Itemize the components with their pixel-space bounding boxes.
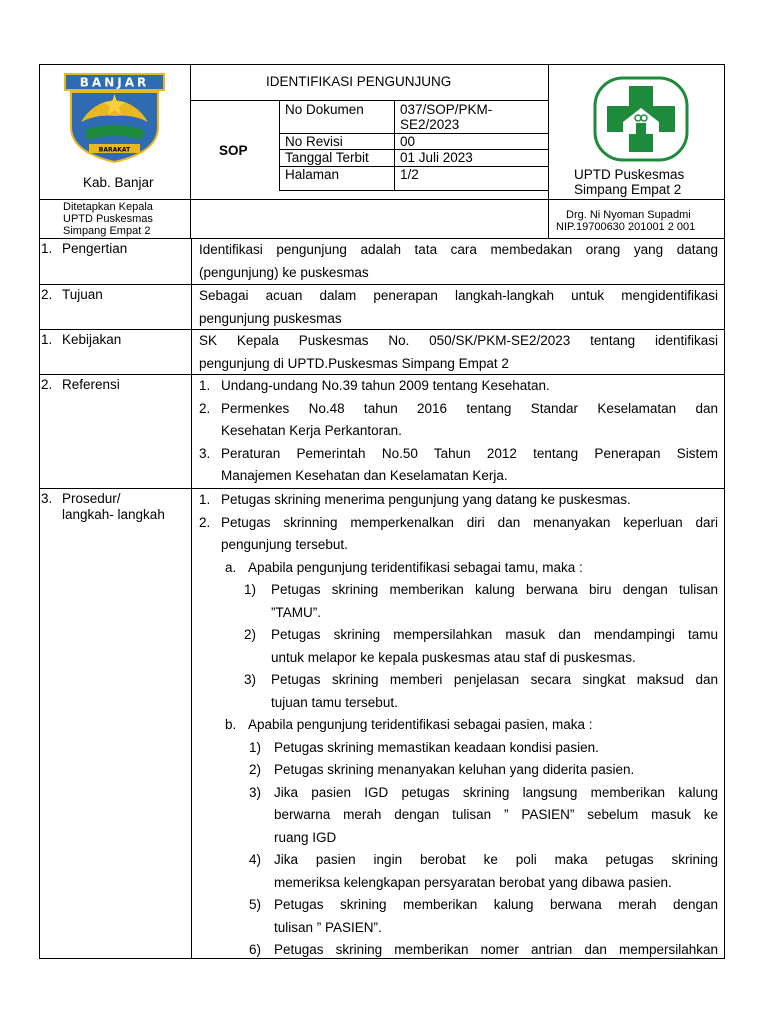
sub-list-item: a. Apabila pengunjung teridentifikasi sebagai tamu, maka :	[225, 559, 583, 575]
approval-text: Simpang Empat 2	[63, 225, 151, 237]
org-name: UPTD Puskesmas	[574, 167, 685, 182]
document-title: IDENTIFIKASI PENGUNJUNG	[266, 74, 452, 89]
nested-list-item: 1) Petugas skrining memberikan kalung berwana biru dengan tulisan ”TAMU”.	[244, 582, 718, 620]
nested-list-item: 1) Petugas skrining memastikan keadaan kondisi pasien.	[249, 739, 599, 755]
paragraph-line: pengunjung puskesmas	[199, 310, 342, 326]
section-label: Referensi	[62, 377, 120, 392]
field-value: 01 Juli 2023	[400, 150, 473, 165]
section-number: 2.	[41, 287, 53, 302]
section-prosedur	[39, 488, 725, 959]
document-header	[39, 64, 725, 238]
field-label: Halaman	[285, 167, 340, 182]
section-label: Tujuan	[62, 287, 103, 302]
section-number: 3.	[41, 491, 53, 506]
paragraph-line: SK Kepala Puskesmas No. 050/SK/PKM-SE2/2023 tentang identifikasi	[199, 333, 718, 348]
signer-name: Drg. Ni Nyoman Supadmi	[566, 209, 691, 221]
nested-list-item: 4) Jika pasien ingin berobat ke poli maka petugas skrining memeriksa kelengkapan persyaratan berobat yang dibawa pasien.	[249, 852, 718, 890]
section-label: Prosedur/ langkah- langkah	[62, 491, 165, 522]
approval-text: Ditetapkan Kepala	[63, 201, 153, 213]
section-tujuan	[39, 284, 725, 329]
field-value: SE2/2023	[400, 117, 460, 132]
section-pengertian	[39, 238, 725, 284]
list-item: 3. Peraturan Pemerintah No.50 Tahun 2012 tentang Penerapan Sistem Manajemen Kesehatan dan Keselamatan Kerja.	[199, 445, 718, 483]
nested-list-item: 3) Petugas skrining memberi penjelasan secara singkat maksud dan tujuan tamu tersebut.	[244, 672, 718, 710]
region-name: Kab. Banjar	[83, 175, 154, 190]
svg-text:BANJAR: BANJAR	[79, 75, 150, 90]
field-value: 00	[400, 134, 416, 149]
paragraph-line: Sebagai acuan dalam penerapan langkah-langkah untuk mengidentifikasi	[199, 288, 718, 303]
sop-document	[39, 64, 725, 958]
paragraph-line: (pengunjung) ke puskesmas	[199, 264, 369, 280]
section-number: 2.	[41, 377, 53, 392]
approval-text: UPTD Puskesmas	[63, 213, 153, 225]
field-value: 1/2	[400, 167, 419, 182]
nested-list-item: 6) Petugas skrining memberikan nomer antrian dan mempersilahkan	[249, 942, 718, 957]
nested-list-item: 5) Petugas skrining memberikan kalung berwana merah dengan tulisan ” PASIEN”.	[249, 897, 718, 935]
puskesmas-logo-icon	[593, 76, 689, 162]
list-item: 2. Petugas skrinning memperkenalkan diri dan menanyakan keperluan dari pengunjung tersebut.	[199, 514, 718, 552]
field-label: Tanggal Terbit	[285, 150, 369, 165]
list-item: 1. Undang-undang No.39 tahun 2009 tentang Kesehatan.	[199, 378, 550, 393]
field-value: 037/SOP/PKM-	[400, 102, 493, 117]
sub-list-item: b. Apabila pengunjung teridentifikasi sebagai pasien, maka :	[225, 717, 593, 732]
svg-text:BARAKAT: BARAKAT	[98, 146, 131, 154]
field-label: No Revisi	[285, 134, 343, 149]
section-label: Pengertian	[62, 241, 128, 256]
nested-list-item: 3) Jika pasien IGD petugas skrining langsung memberikan kalung berwarna merah dengan tulisan ” PASIEN” sebelum masuk ke ruang IGD	[249, 784, 718, 845]
list-item: 2. Permenkes No.48 tahun 2016 tentang Standar Keselamatan dan Kesehatan Kerja Perkantoran.	[199, 400, 718, 438]
section-referensi	[39, 374, 725, 488]
nested-list-item: 2) Petugas skrining mempersilahkan masuk dan mendampingi tamu untuk melapor ke kepala puskesmas atau staf di puskesmas.	[244, 627, 718, 665]
banjar-regency-logo-icon	[63, 72, 166, 164]
org-name: Simpang Empat 2	[574, 182, 682, 197]
nested-list-item: 2) Petugas skrining menanyakan keluhan yang diderita pasien.	[249, 762, 635, 777]
section-kebijakan	[39, 329, 725, 374]
section-number: 1.	[41, 332, 53, 347]
sop-label: SOP	[219, 143, 248, 158]
paragraph-line: pengunjung di UPTD.Puskesmas Simpang Empat 2	[199, 355, 509, 371]
field-label: No Dokumen	[285, 102, 364, 117]
signer-nip: NIP.19700630 201001 2 001	[556, 221, 696, 233]
section-label: Kebijakan	[62, 332, 122, 347]
paragraph-line: Identifikasi pengunjung adalah tata cara membedakan orang yang datang	[199, 242, 718, 257]
list-item: 1. Petugas skrining menerima pengunjung yang datang ke puskesmas.	[199, 492, 631, 507]
blank-cell	[190, 199, 549, 239]
section-number: 1.	[41, 241, 53, 256]
